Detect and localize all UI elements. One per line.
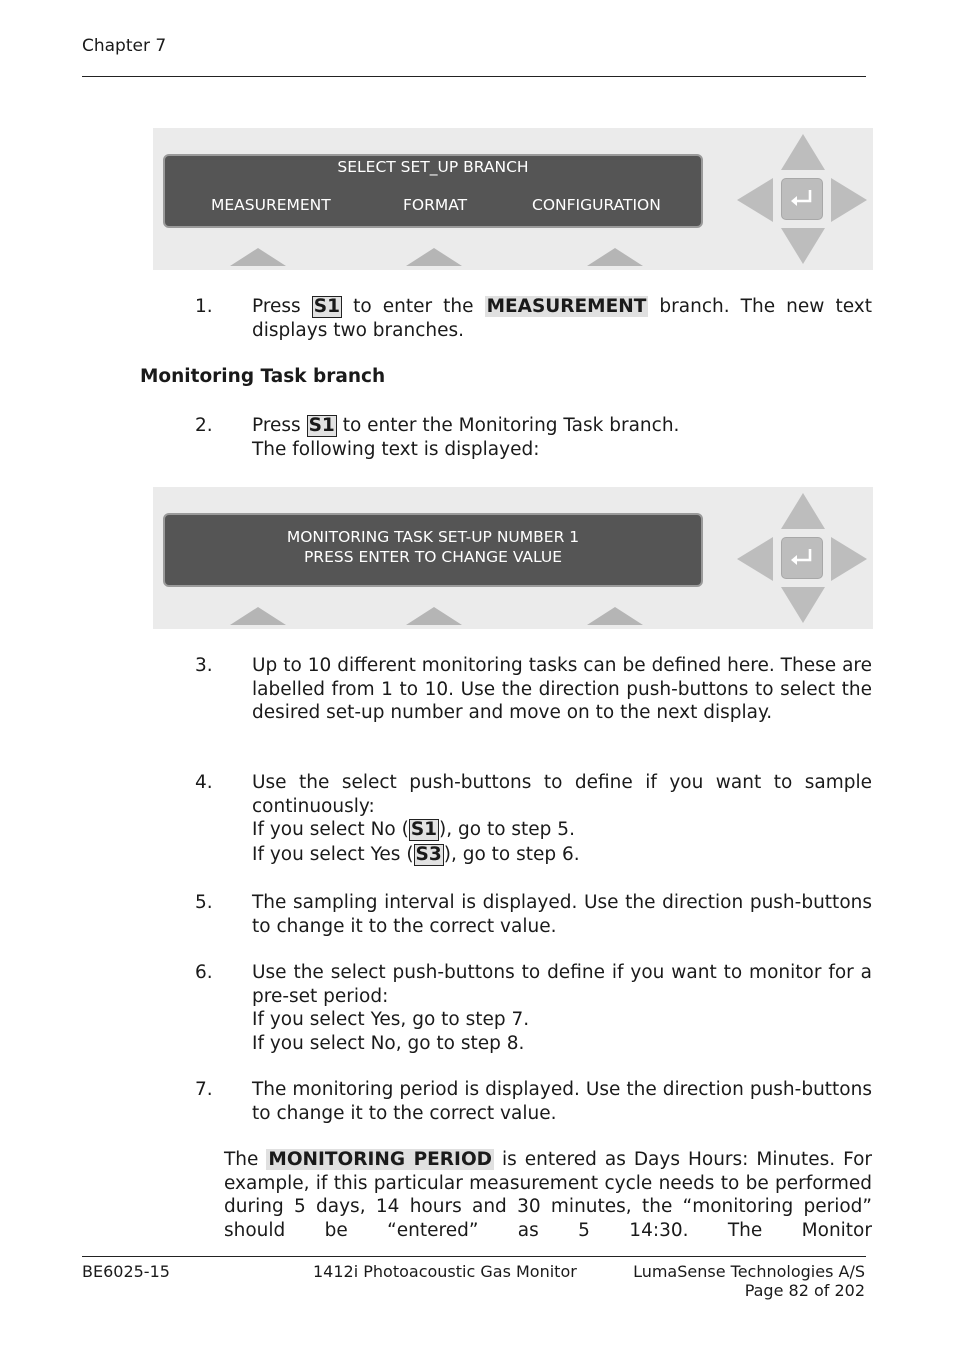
lcd-title: SELECT SET_UP BRANCH: [337, 158, 529, 176]
arrow-left-button[interactable]: [737, 178, 773, 222]
monitoring-period-term: MONITORING PERIOD: [268, 1149, 493, 1170]
softkey-s2[interactable]: [406, 248, 462, 266]
display-panel-monitoring-task: [153, 487, 873, 629]
step-4-text: Use the select push-buttons to define if you want to sample continuously: If you select No ( S1 ), go to step 5. If you select Yes ( S3 ), go to step 6.: [252, 772, 872, 865]
step-number: 1.: [195, 296, 213, 317]
direction-pad: [737, 134, 869, 266]
step-number: 3.: [195, 655, 213, 676]
monitoring-period-note: The MONITORING PERIOD is entered as Days Hours: Minutes. For example, if this particular measurement cycle needs to be performed during 5 days, 14 hours and 30 minutes, the “monitoring period” should be “entered” as 5 14:30. The Monitor: [224, 1149, 872, 1241]
lcd-option-configuration: CONFIGURATION: [532, 196, 661, 214]
lcd-screen: [163, 154, 703, 228]
enter-button[interactable]: [781, 178, 823, 220]
softkey-s3[interactable]: [587, 248, 643, 266]
step-7-text: The monitoring period is displayed. Use the direction push-buttons to change it to the correct value.: [252, 1079, 872, 1124]
section-heading: Monitoring Task branch: [140, 366, 386, 387]
lcd-line-1: MONITORING TASK SET-UP NUMBER 1: [286, 528, 580, 546]
key-s3-badge: S3: [415, 843, 442, 865]
enter-icon: [788, 187, 816, 211]
key-s1-badge: S1: [313, 296, 340, 317]
enter-button[interactable]: [781, 537, 823, 579]
footer-page-number: Page 82 of 202: [744, 1281, 865, 1300]
arrow-left-button[interactable]: [737, 537, 773, 581]
arrow-down-button[interactable]: [781, 228, 825, 264]
arrow-right-button[interactable]: [831, 178, 867, 222]
softkey-s1[interactable]: [230, 248, 286, 266]
lcd-line-2: PRESS ENTER TO CHANGE VALUE: [303, 548, 563, 566]
arrow-up-button[interactable]: [781, 134, 825, 170]
step-5-text: The sampling interval is displayed. Use the direction push-buttons to change it to the correct value.: [252, 892, 872, 937]
step-number: 2.: [195, 415, 213, 436]
key-s1-badge: S1: [410, 819, 438, 840]
header-rule: [82, 76, 866, 77]
footer-company: LumaSense Technologies A/S: [633, 1262, 865, 1281]
arrow-up-button[interactable]: [781, 493, 825, 529]
footer-rule: [82, 1256, 866, 1257]
step-2-text: Press S1 to enter the Monitoring Task branch. The following text is displayed:: [252, 415, 680, 460]
softkey-s3[interactable]: [587, 607, 643, 625]
footer-product: 1412i Photoacoustic Gas Monitor: [313, 1262, 577, 1281]
lcd-option-measurement: MEASUREMENT: [211, 196, 331, 214]
footer-doc-id: BE6025-15: [82, 1262, 170, 1281]
step-1-text: Press S1 to enter the MEASUREMENT branch. The new text displays two branches.: [252, 296, 872, 341]
softkey-s2[interactable]: [406, 607, 462, 625]
chapter-label: Chapter 7: [82, 36, 167, 56]
measurement-term: MEASUREMENT: [486, 296, 647, 317]
arrow-right-button[interactable]: [831, 537, 867, 581]
softkey-s1[interactable]: [230, 607, 286, 625]
display-panel-select-branch: [153, 128, 873, 270]
lcd-screen: [163, 513, 703, 587]
direction-pad: [737, 493, 869, 625]
step-number: 5.: [195, 892, 213, 913]
step-number: 4.: [195, 772, 213, 793]
step-number: 7.: [195, 1079, 213, 1100]
step-6-text: Use the select push-buttons to define if you want to monitor for a pre-set period: If you select Yes, go to step 7. If you select No, go to step 8.: [252, 962, 872, 1054]
lcd-option-format: FORMAT: [403, 196, 468, 214]
step-number: 6.: [195, 962, 213, 983]
arrow-down-button[interactable]: [781, 587, 825, 623]
key-s1-badge: S1: [308, 415, 335, 436]
step-3-text: Up to 10 different monitoring tasks can be defined here. These are labelled from 1 to 10. Use the direction push-buttons to select the desired set-up number and move on to the next display.: [252, 655, 872, 723]
enter-icon: [788, 546, 816, 570]
